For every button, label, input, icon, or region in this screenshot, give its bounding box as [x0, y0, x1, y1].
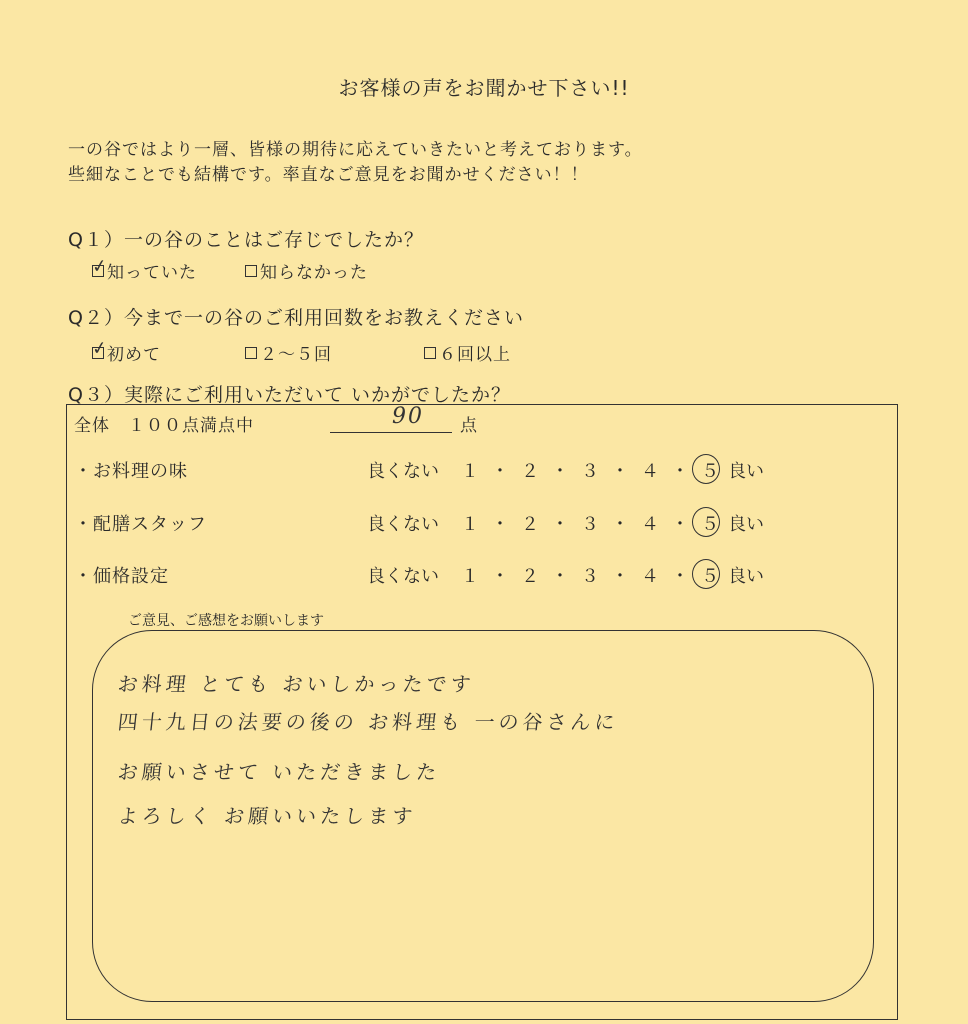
scale-low-label: 良くない [367, 566, 439, 587]
scale-option-4[interactable]: ４ [641, 566, 659, 587]
comment-line-2: 四十九日の法要の後の お料理も 一の谷さんに [116, 710, 620, 734]
selected-circle-icon [692, 507, 720, 537]
q2-question: Q２）今まで一の谷のご利用回数をお教えください [68, 307, 524, 329]
scale-low-label: 良くない [367, 461, 439, 482]
selected-circle-icon [692, 559, 720, 589]
scale-option-2[interactable]: ２ [521, 566, 539, 587]
scale-option-4[interactable]: ４ [641, 461, 659, 482]
page-title: お客様の声をお聞かせ下さい!! [338, 76, 630, 100]
q1-option-unknown[interactable] [245, 258, 368, 283]
rating-label-price: ・価格設定 [74, 566, 169, 587]
overall-score-value[interactable]: 90 [392, 404, 424, 429]
scale-option-1[interactable]: １ [461, 566, 479, 587]
rating-label-staff: ・配膳スタッフ [74, 514, 207, 535]
scale-option-4[interactable]: ４ [641, 514, 659, 535]
scale-option-3[interactable]: ３ [581, 566, 599, 587]
scale-low-label: 良くない [367, 514, 439, 535]
comment-line-1: お料理 とても おいしかったです [116, 672, 476, 696]
q3-question: Q３）実際にご利用いただいて いかがでしたか？ [68, 384, 511, 406]
scale-high-label: 良い [728, 514, 764, 535]
checkbox-icon[interactable] [245, 347, 257, 359]
scale-option-3[interactable]: ３ [581, 514, 599, 535]
checkbox-icon[interactable] [245, 265, 257, 277]
rating-scale-staff[interactable]: 良くない １ ・ ２ ・ ３ ・ ４ ・ ５ 良い [367, 510, 764, 536]
selected-circle-icon [692, 454, 720, 484]
intro-line-2: 些細なことでも結構です。率直なご意見をお聞かせください！！ [68, 165, 589, 185]
checkbox-checked-icon[interactable] [90, 336, 110, 360]
comment-line-3: お願いさせて いただきました [116, 760, 442, 784]
rating-label-taste: ・お料理の味 [74, 461, 188, 482]
comment-label: ご意見、ご感想をお願いします [128, 613, 324, 629]
rating-scale-taste[interactable]: 良くない １ ・ ２ ・ ３ ・ ４ ・ ５ 良い [367, 457, 764, 483]
scale-option-5-selected[interactable]: ５ [701, 562, 719, 588]
option-label: 知っていた [107, 263, 197, 283]
option-label: ２～５回 [260, 345, 332, 365]
overall-score-unit: 点 [460, 416, 477, 436]
intro-line-1: 一の谷ではより一層、皆様の期待に応えていきたいと考えております。 [68, 140, 643, 160]
checkmark-icon: ✓ [90, 254, 110, 278]
scale-option-2[interactable]: ２ [521, 461, 539, 482]
scale-option-2[interactable]: ２ [521, 514, 539, 535]
q2-option-2-5[interactable] [245, 340, 332, 365]
checkbox-checked-icon[interactable] [90, 254, 110, 278]
q2-option-first-time[interactable] [90, 336, 161, 365]
scale-option-3[interactable]: ３ [581, 461, 599, 482]
scale-option-1[interactable]: １ [461, 461, 479, 482]
overall-score-label: 全体 １００点満点中 [74, 416, 254, 436]
q2-option-6plus[interactable] [424, 340, 511, 365]
scale-high-label: 良い [728, 461, 764, 482]
scale-option-5-selected[interactable]: ５ [701, 457, 719, 483]
scale-option-5-selected[interactable]: ５ [701, 510, 719, 536]
option-label: ６回以上 [439, 345, 511, 365]
checkmark-icon: ✓ [90, 336, 110, 360]
checkbox-icon[interactable] [424, 347, 436, 359]
option-label: 知らなかった [260, 263, 368, 283]
rating-scale-price[interactable]: 良くない １ ・ ２ ・ ３ ・ ４ ・ ５ 良い [367, 562, 764, 588]
score-underline [330, 432, 452, 433]
q1-option-known[interactable] [90, 254, 197, 283]
comment-line-4: よろしく お願いいたします [116, 804, 418, 828]
q1-question: Q１）一の谷のことはご存じでしたか？ [68, 229, 424, 251]
scale-option-1[interactable]: １ [461, 514, 479, 535]
scale-high-label: 良い [728, 566, 764, 587]
option-label: 初めて [107, 345, 161, 365]
